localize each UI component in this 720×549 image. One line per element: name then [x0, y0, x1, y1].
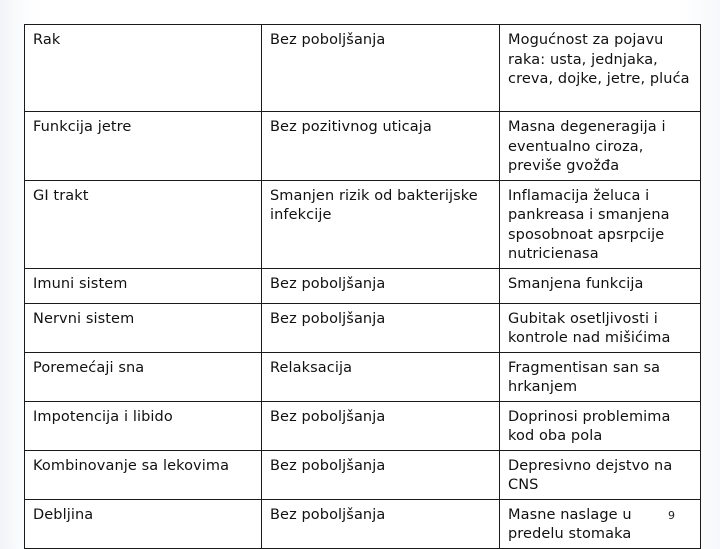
- table-row: [25, 25, 701, 112]
- table-row: [25, 303, 701, 352]
- risk-cell: Doprinosi problemima kod oba pola: [500, 401, 701, 450]
- table-row: [25, 401, 701, 450]
- system-cell: Rak: [25, 25, 262, 112]
- system-cell: Funkcija jetre: [25, 112, 262, 181]
- risk-cell: Mogućnost za pojavu raka: usta, jednjaka, creva, dojke, jetre, pluća: [500, 25, 701, 112]
- effect-cell: Bez poboljšanja: [262, 303, 500, 352]
- risk-cell: Depresivno dejstvo na CNS: [500, 450, 701, 499]
- risk-cell: Inflamacija želuca i pankreasa i smanjena sposobnoat apsrpcije nutricienasa: [500, 180, 701, 268]
- table-row: [25, 180, 701, 268]
- effect-cell: Bez poboljšanja: [262, 268, 500, 303]
- risk-cell: Smanjena funkcija: [500, 268, 701, 303]
- table-row: [25, 450, 701, 499]
- system-cell: GI trakt: [25, 180, 262, 268]
- effect-cell: Relaksacija: [262, 352, 500, 401]
- effect-cell: Bez poboljšanja: [262, 450, 500, 499]
- effect-cell: Bez poboljšanja: [262, 499, 500, 548]
- system-cell: Kombinovanje sa lekovima: [25, 450, 262, 499]
- system-cell: Impotencija i libido: [25, 401, 262, 450]
- system-cell: Poremećaji sna: [25, 352, 262, 401]
- risk-cell: Masna degeneragija i eventualno ciroza, previše gvožđa: [500, 112, 701, 181]
- system-cell: Nervni sistem: [25, 303, 262, 352]
- table-row: [25, 268, 701, 303]
- table-row: [25, 499, 701, 548]
- effect-cell: Smanjen rizik od bakterijske infekcije: [262, 180, 500, 268]
- table-row: [25, 112, 701, 181]
- risk-cell: Gubitak osetljivosti i kontrole nad mišićima: [500, 303, 701, 352]
- effect-cell: Bez pozitivnog uticaja: [262, 112, 500, 181]
- system-cell: Imuni sistem: [25, 268, 262, 303]
- effect-cell: Bez poboljšanja: [262, 25, 500, 112]
- page-number: 9: [668, 509, 675, 522]
- risk-cell: Masne naslage u predelu stomaka: [500, 499, 701, 548]
- table-row: [25, 352, 701, 401]
- comparison-table: [24, 24, 701, 549]
- system-cell: Debljina: [25, 499, 262, 548]
- risk-cell: Fragmentisan san sa hrkanjem: [500, 352, 701, 401]
- effect-cell: Bez poboljšanja: [262, 401, 500, 450]
